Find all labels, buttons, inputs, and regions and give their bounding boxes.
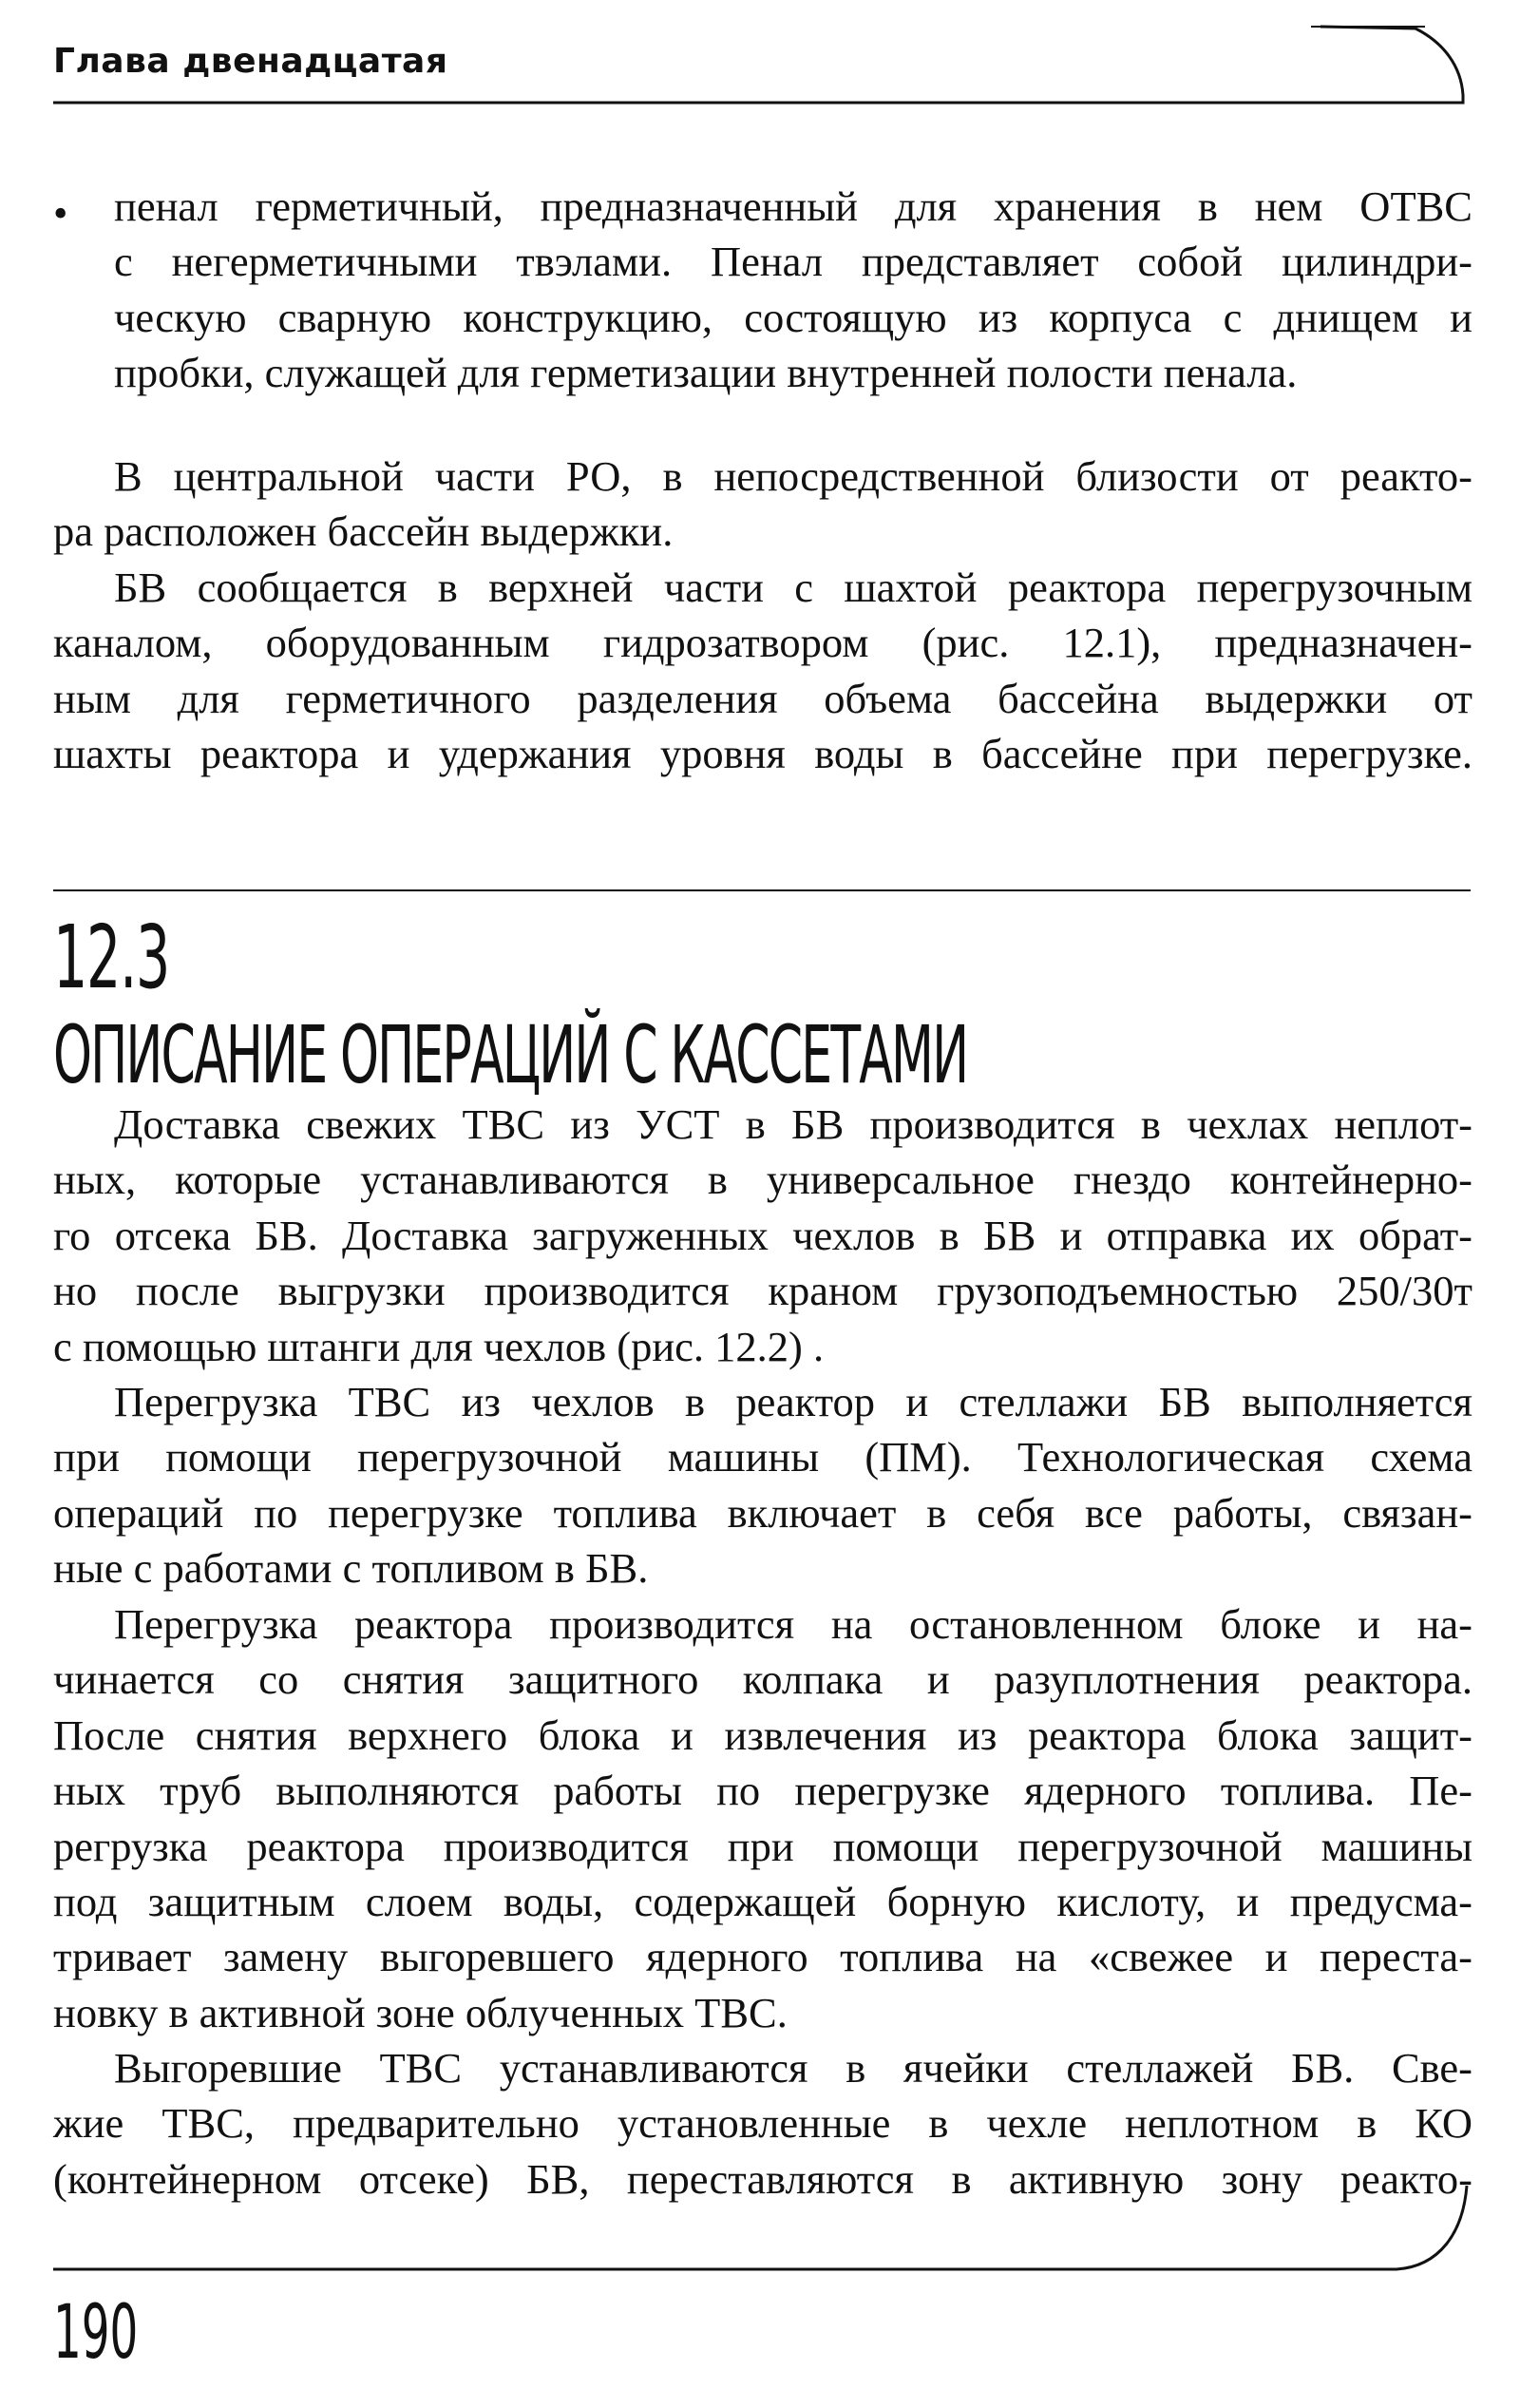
text-line: пробки, служащей для герметизации внутренней полости пенала. [114, 349, 1298, 397]
text-line: Перегрузка ТВС из чехлов в реактор и стеллажи БВ выполняется [114, 1378, 1472, 1425]
text-line: В центральной части РО, в непосредственной близости от реакто- [114, 452, 1472, 500]
text-line: Доставка свежих ТВС из УСТ в БВ производится в чехлах неплот- [114, 1100, 1472, 1148]
section-title: ОПИСАНИЕ ОПЕРАЦИЙ С КАССЕТАМИ [53, 1008, 968, 1101]
text-line: ным для герметичного разделения объема бассейна выдержки от [53, 674, 1472, 722]
text-line: Выгоревшие ТВС устанавливаются в ячейки стеллажей БВ. Све- [114, 2044, 1472, 2092]
text-line: После снятия верхнего блока и извлечения из реактора блока защит- [53, 1710, 1472, 1759]
text-line: под защитным слоем воды, содержащей борную кислоту, и предусма- [53, 1878, 1472, 1926]
page-number: 190 [53, 2290, 139, 2376]
text-line: ческую сварную конструкцию, состоящую из корпуса с днищем и [114, 293, 1472, 341]
text-line: операций по перегрузке топлива включает в себя все работы, связан- [53, 1488, 1472, 1537]
text-line: каналом, оборудованным гидрозатвором (рис. 12.1), предназначен- [53, 619, 1472, 667]
text-line: ных труб выполняются работы по перегрузке ядерного топлива. Пе- [53, 1767, 1472, 1815]
text-line: (контейнерном отсеке) БВ, переставляются в активную зону реакто- [53, 2154, 1472, 2203]
paragraph-4 [53, 1374, 1472, 1596]
text-line: ные с работами с топливом в БВ. [53, 1544, 649, 1593]
text-line: го отсека БВ. Доставка загруженных чехлов в БВ и отправка их обрат- [53, 1211, 1472, 1259]
text-line: но после выгрузки производится краном грузоподъемностью 250/30т [53, 1267, 1472, 1315]
text-line: при помощи перегрузочной машины (ПМ). Технологическая схема [53, 1433, 1472, 1481]
chapter-header: Глава двенадцатая [53, 42, 448, 81]
text-line: с негерметичными твэлами. Пенал представляет собой цилиндри- [114, 238, 1472, 286]
text-line: Перегрузка реактора производится на остановленном блоке и на- [114, 1600, 1472, 1648]
text-line: ра расположен бассейн выдержки. [53, 507, 674, 556]
text-line: тривает замену выгоревшего ядерного топлива на «свежее и переста- [53, 1933, 1472, 1981]
paragraph-2 [53, 560, 1472, 782]
paragraph-1 [53, 449, 1472, 560]
paragraph-6 [53, 2040, 1472, 2207]
text-line: с помощью штанги для чехлов (рис. 12.2) . [53, 1322, 825, 1370]
text-line: пенал герметичный, предназначенный для хранения в нем ОТВС [114, 182, 1472, 230]
text-line: ных, которые устанавливаются в универсальное гнездо контейнерно- [53, 1156, 1472, 1204]
section-number: 12.3 [53, 907, 170, 1008]
text-line: жие ТВС, предварительно установленные в чехле неплотном в КО [53, 2099, 1472, 2148]
text-line: чинается со снятия защитного колпака и разуплотнения реактора. [53, 1655, 1472, 1704]
text-line: шахты реактора и удержания уровня воды в бассейне при перегрузке. [53, 730, 1472, 778]
bullet-text [114, 179, 1472, 401]
text-line: новку в активной зоне облученных ТВС. [53, 1988, 788, 2036]
bullet-icon: • [53, 190, 68, 237]
text-line: регрузка реактора производится при помощи перегрузочной машины [53, 1822, 1472, 1870]
paragraph-5 [53, 1596, 1472, 2040]
paragraph-3 [53, 1097, 1472, 1374]
text-line: БВ сообщается в верхней части с шахтой реактора перегрузочным [114, 564, 1472, 611]
